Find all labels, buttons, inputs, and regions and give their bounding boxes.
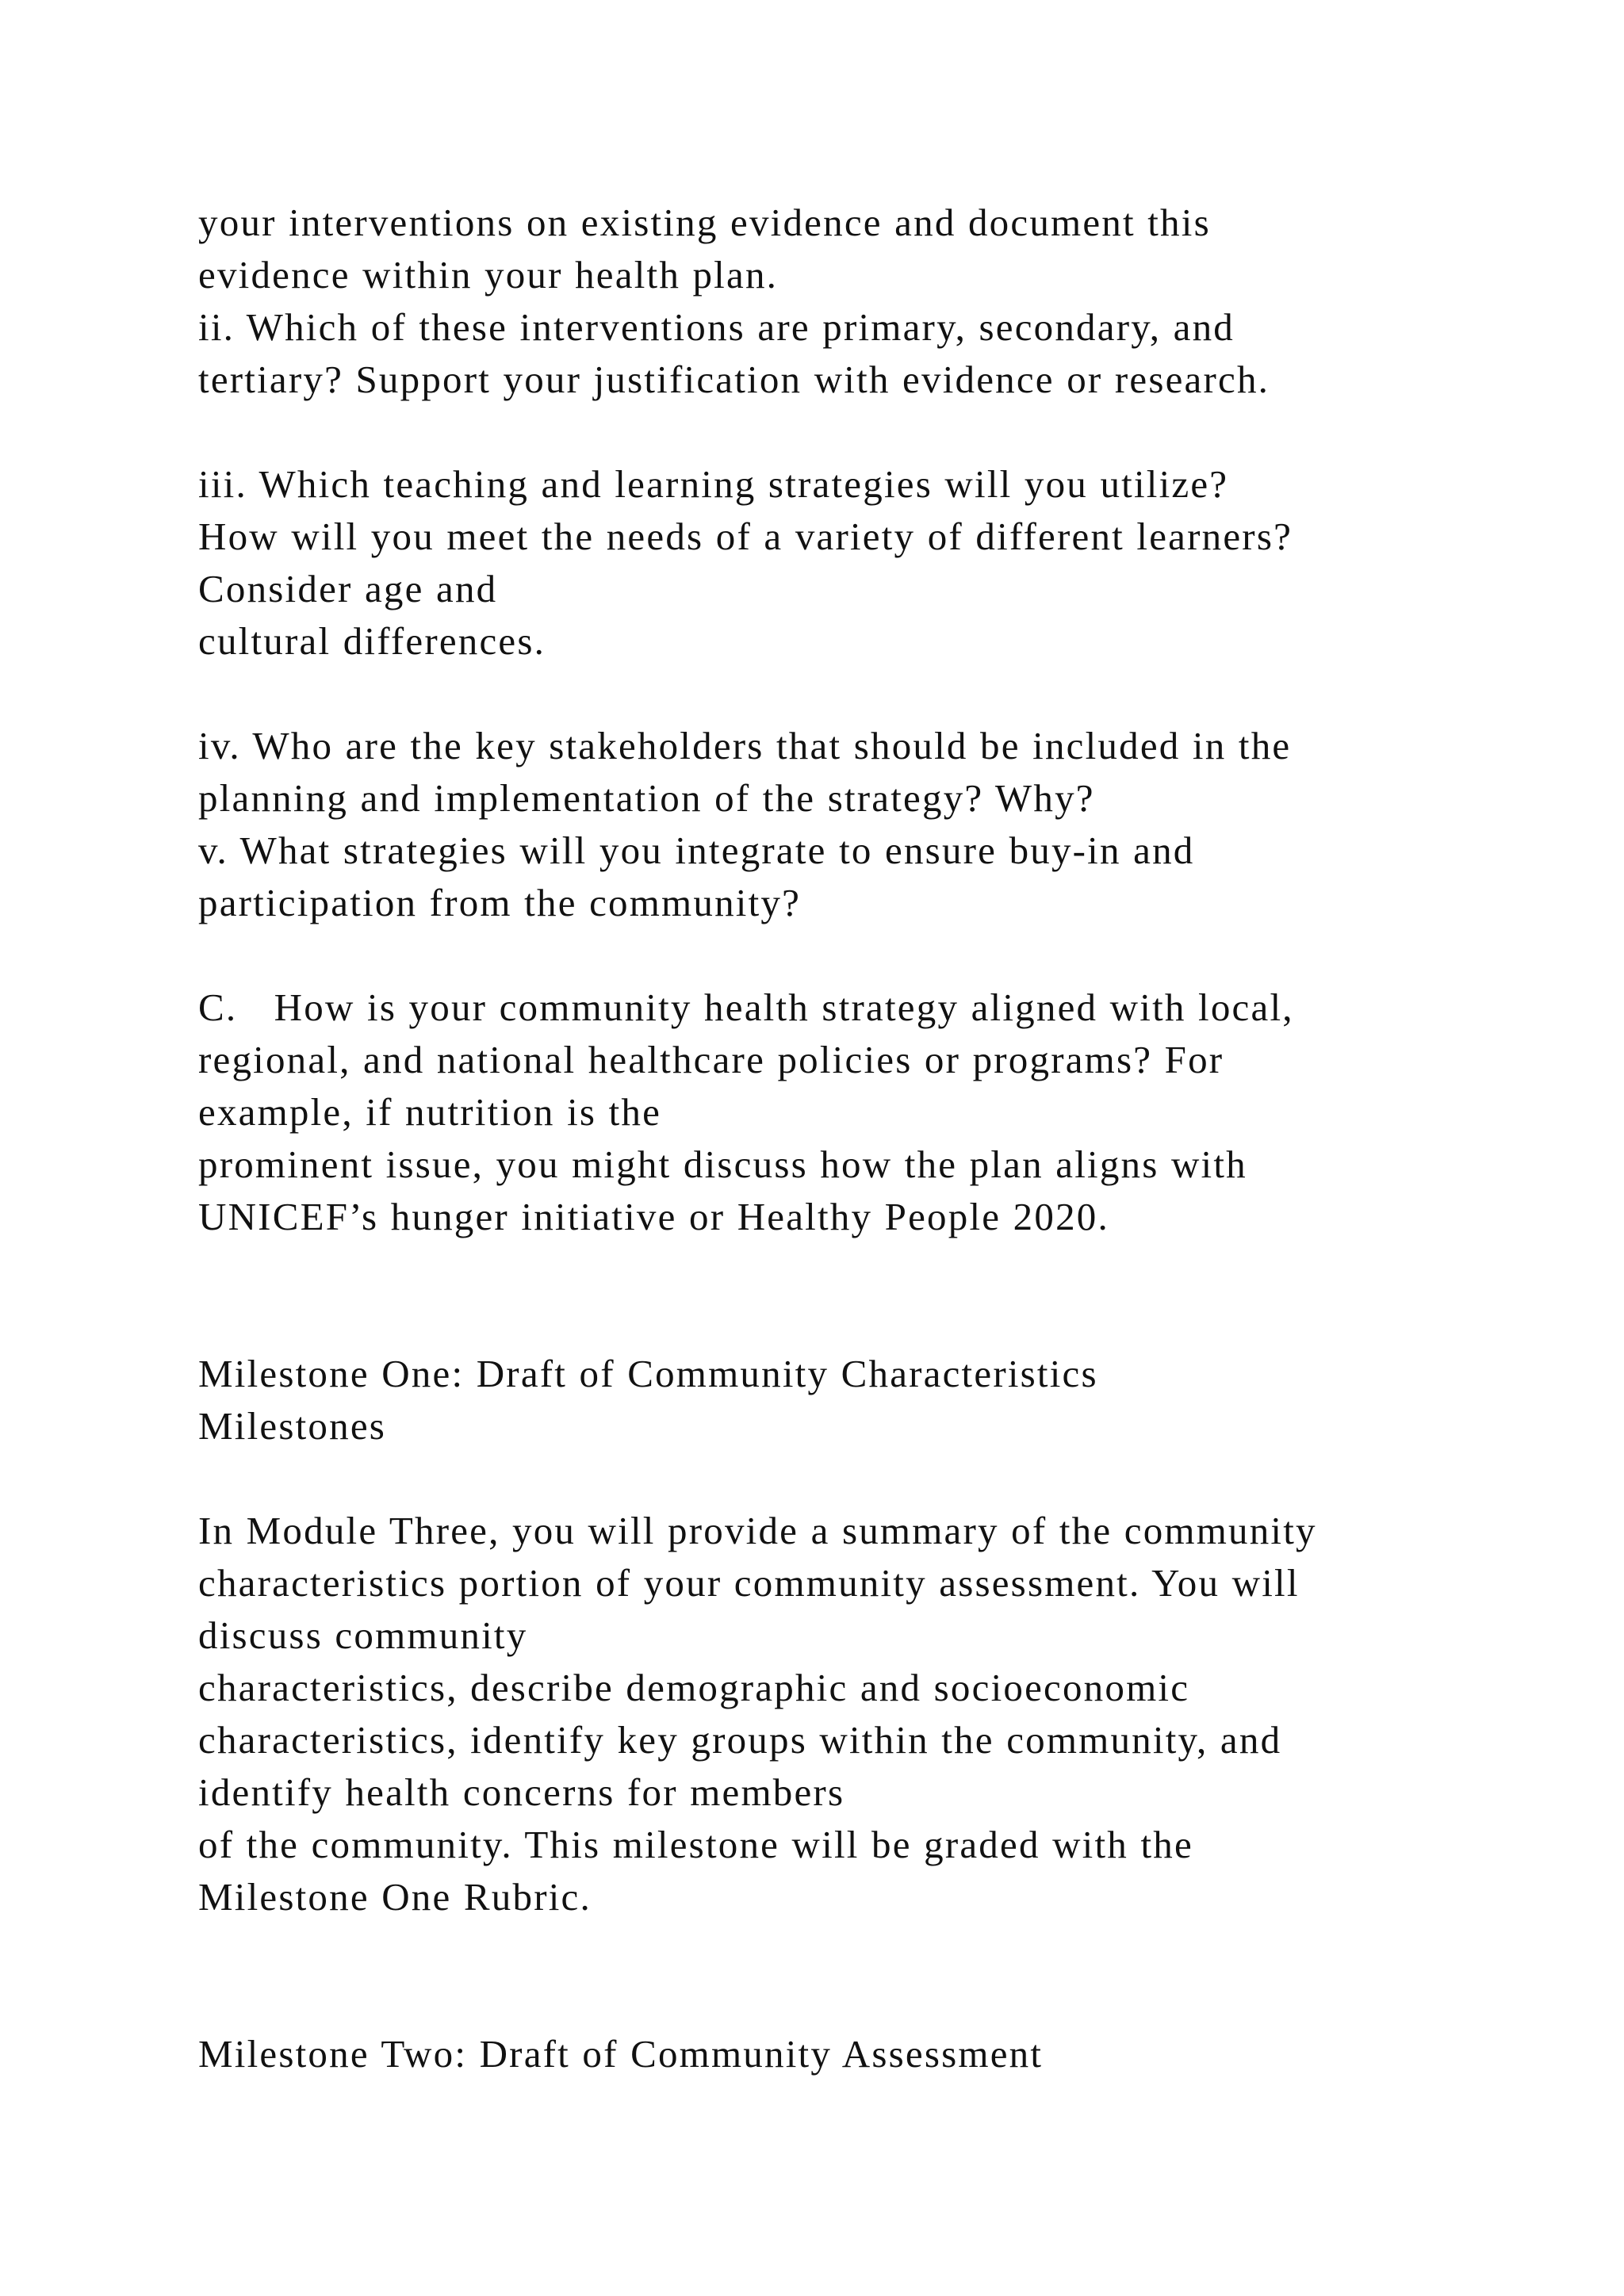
text-line: UNICEF’s hunger initiative or Healthy People 2020. [198,1195,1109,1238]
blank-line [198,1295,1546,1348]
text-line: ii. Which of these interventions are primary, secondary, and [198,305,1235,349]
text-line: participation from the community? [198,881,802,924]
text-line: example, if nutrition is the [198,1090,662,1134]
text-line: Consider age and [198,567,498,610]
blank-line [198,1976,1546,2028]
text-line: In Module Three, you will provide a summary of the community [198,1509,1317,1552]
blank-line [198,406,1546,458]
text-line: How will you meet the needs of a variety of different learners? [198,515,1293,558]
blank-line [198,929,1546,982]
blank-line [198,1243,1546,1295]
text-line: characteristics, identify key groups within the community, and [198,1718,1282,1762]
blank-line [198,1452,1546,1505]
text-line: of the community. This milestone will be graded with the [198,1823,1193,1866]
text-line: iii. Which teaching and learning strategies will you utilize? [198,462,1229,506]
text-line: Milestones [198,1404,387,1448]
text-line: characteristics, describe demographic and socioeconomic [198,1666,1190,1709]
milestone-one-heading: Milestone One: Draft of Community Characteristics [198,1352,1098,1395]
text-line: planning and implementation of the strategy? Why? [198,776,1095,820]
text-line: discuss community [198,1613,528,1657]
text-line: regional, and national healthcare policies or programs? For [198,1038,1224,1081]
text-line: prominent issue, you might discuss how the plan aligns with [198,1142,1247,1186]
text-line: your interventions on existing evidence and document this [198,201,1211,244]
text-line: cultural differences. [198,619,546,663]
blank-line [198,1923,1546,1976]
blank-line [198,668,1546,720]
document-body [198,197,1546,2080]
text-line: Milestone One Rubric. [198,1875,592,1919]
text-line: C. How is your community health strategy aligned with local, [198,985,1294,1029]
text-line: identify health concerns for members [198,1770,845,1814]
text-line: tertiary? Support your justification with evidence or research. [198,358,1270,401]
text-line: evidence within your health plan. [198,253,779,297]
milestone-two-heading: Milestone Two: Draft of Community Assessment [198,2032,1044,2076]
text-line: v. What strategies will you integrate to ensure buy-in and [198,828,1195,872]
text-line: characteristics portion of your community assessment. You will [198,1561,1300,1605]
text-line: iv. Who are the key stakeholders that should be included in the [198,724,1292,767]
